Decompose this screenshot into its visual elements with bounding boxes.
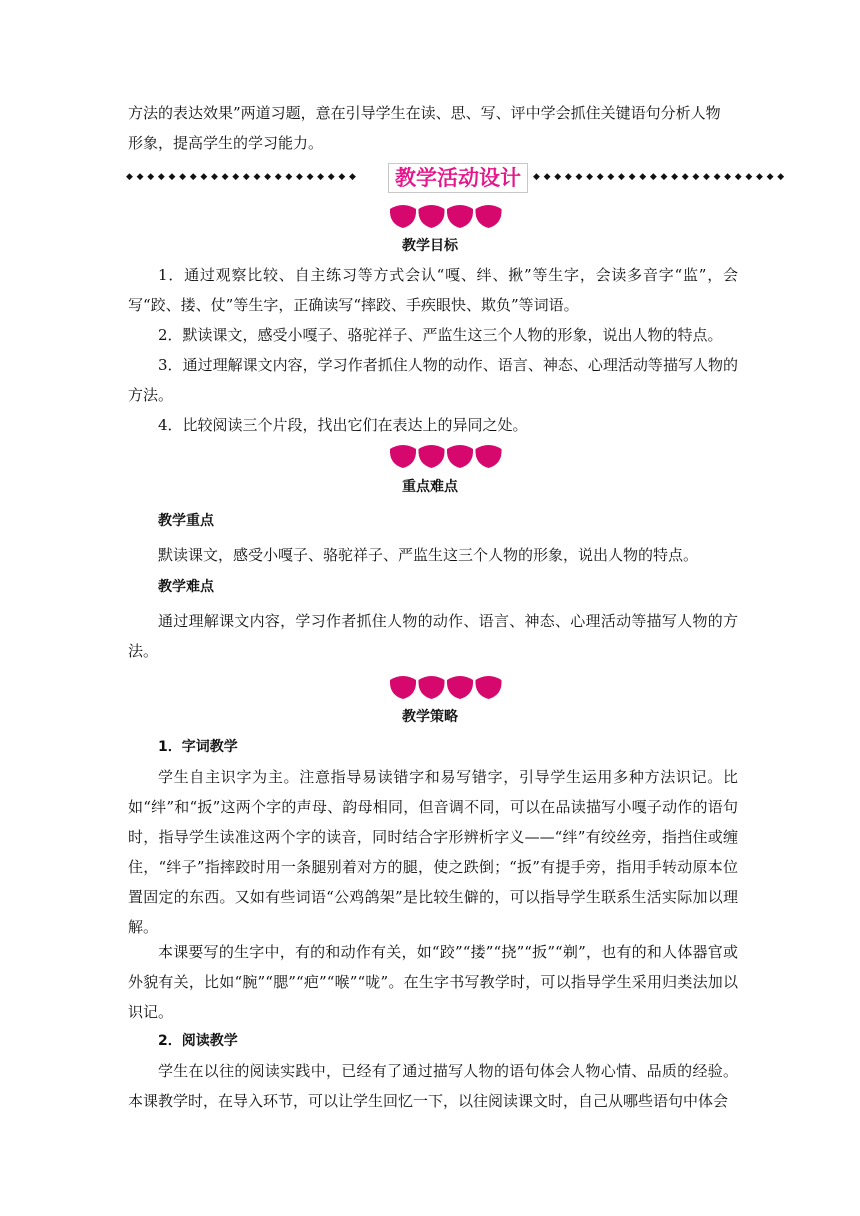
intro-line-1: 方法的表达效果”两道习题，意在引导学生在读、思、写、评中学会抓住关键语句分析人物	[128, 104, 721, 122]
strategy-sub1-paragraph-1: 学生自主识字为主。注意指导易读错字和易写错字，引导学生运用多种方法识记。比如“绊”和“扳”这两个字的声母、韵母相同，但音调不同，可以在品读描写小嘎子动作的语句时，指导学生读准这两个字的读音，同时结合字形辨析字义——“绊”有绞丝旁，指挡住或缠住，“绊子”指摔跤时用一条腿别着对方的腿，使之跌倒；“扳”有提手旁，指用手转动原本位置固定的东西。又如有些词语“公鸡鸽架”是比较生僻的，可以指导学生联系生活实际加以理解。	[128, 768, 738, 936]
section-banner	[126, 163, 788, 193]
difficulty-text: 通过理解课文内容，学习作者抓住人物的动作、语言、神态、心理活动等描写人物的方法。	[128, 612, 738, 660]
goal-item-3: 3．通过理解课文内容，学习作者抓住人物的动作、语言、神态、心理活动等描写人物的方法。	[128, 356, 738, 404]
focus-text: 默读课文，感受小嘎子、骆驼祥子、严监生这三个人物的形象，说出人物的特点。	[158, 546, 699, 564]
strategy-sub1-label: 1．字词教学	[158, 739, 238, 755]
intro-line-2: 形象，提高学生的学习能力。	[128, 134, 324, 152]
strategy-sub2-label: 2．阅读教学	[158, 1033, 238, 1049]
petal-decoration-icon	[389, 440, 503, 470]
section-title-key-points: 重点难点	[402, 479, 458, 495]
section-title-strategy: 教学策略	[402, 709, 458, 725]
banner-dots-left: ◆◆◆◆◆◆◆◆◆◆◆◆◆◆◆◆◆◆◆◆◆◆	[126, 172, 360, 182]
strategy-sub1-paragraph-2: 本课要写的生字中，有的和动作有关，如“跤”“搂”“挠”“扳”“剃”，也有的和人体器官或外貌有关，比如“腕”“腮”“疤”“喉”“咙”。在生字书写教学时，可以指导学生采用归类法加以识记。	[128, 943, 738, 1021]
banner-title: 教学活动设计	[388, 163, 528, 193]
strategy-sub2-paragraph-1: 学生在以往的阅读实践中，已经有了通过描写人物的语句体会人物心情、品质的经验。本课教学时，在导入环节，可以让学生回忆一下，以往阅读课文时，自己从哪些语句中体会	[128, 1062, 738, 1110]
goal-item-1: 1．通过观察比较、自主练习等方式会认“嘎、绊、揪”等生字，会读多音字“监”，会写“跤、搂、仗”等生字，正确读写“摔跤、手疾眼快、欺负”等词语。	[128, 266, 738, 314]
difficulty-label: 教学难点	[158, 579, 214, 595]
petal-decoration-icon	[389, 671, 503, 701]
goal-item-2: 2．默读课文，感受小嘎子、骆驼祥子、严监生这三个人物的形象，说出人物的特点。	[158, 326, 723, 344]
focus-label: 教学重点	[158, 513, 214, 529]
section-title-goals: 教学目标	[402, 238, 458, 254]
goal-item-4: 4．比较阅读三个片段，找出它们在表达上的异同之处。	[158, 416, 528, 434]
intro-paragraph	[128, 98, 738, 158]
banner-dots-right: ◆◆◆◆◆◆◆◆◆◆◆◆◆◆◆◆◆◆◆◆◆◆◆◆	[533, 172, 788, 182]
petal-decoration-icon	[389, 200, 503, 230]
